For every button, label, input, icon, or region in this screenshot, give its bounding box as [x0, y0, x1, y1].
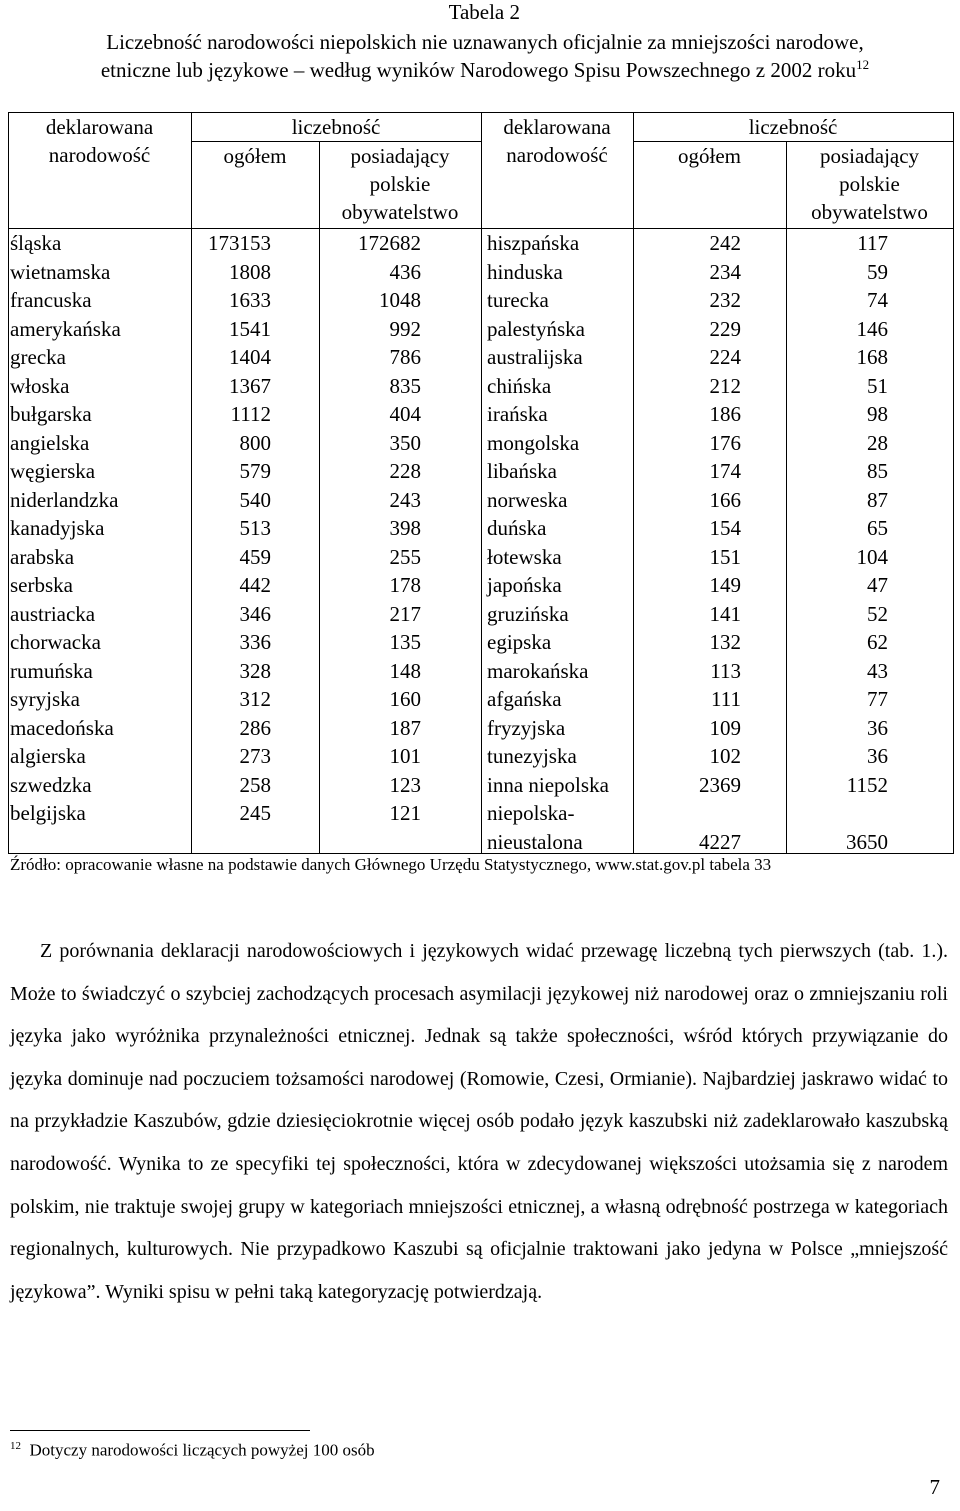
footnote-ref: 12 — [856, 57, 870, 72]
total-count: 442 — [239, 573, 271, 597]
citizens-count: 51 — [867, 373, 888, 398]
nationality-name: turecka — [487, 288, 549, 312]
total-count: 234 — [709, 259, 741, 284]
table-right-border — [953, 112, 954, 854]
nationality-name: marokańska — [487, 658, 589, 683]
total-count: 186 — [709, 402, 741, 426]
nationality-name: chińska — [487, 373, 552, 398]
nationality-name: wietnamska — [10, 259, 111, 284]
nationality-name: afgańska — [487, 687, 562, 711]
total-count: 540 — [239, 487, 271, 512]
nationality-name: austriacka — [10, 601, 96, 626]
citizens-count: 398 — [389, 516, 421, 540]
total-count: 109 — [709, 715, 741, 740]
table-title-line1: Liczebność narodowości niepolskich nie uznawanych oficjalnie za mniejszości narodowe, — [106, 30, 864, 54]
citizens-count: 168 — [856, 345, 888, 369]
total-count: 258 — [239, 772, 271, 797]
nationality-name: niderlandzka — [10, 487, 119, 512]
citizens-count: 123 — [389, 772, 421, 797]
body-paragraph: Z porównania deklaracji narodowościowych i językowych widać przewagę liczebną tych pierwszych (tab. 1.). Może to świadczyć o szybciej zachodzących procesach asymilacji językowej niż narodowej oraz o zmniejszaniu roli języka jako wyróżnika przynależności etnicznej. Jednak są także społeczności, wśród których przywiązanie do języka dominuje nad poczuciem tożsamości narodowej (Romowie, Czesi, Ormianie). Najbardziej jaskrawo widać to na przykładzie Kaszubów, gdzie dziesięciokrotnie więcej osób podało język kaszubski niż zadeklarowało kaszubską narodowość. Wynika to ze specyfiki tej społeczności, która w zdecydowanej większości utożsamia się z narodem polskim, nie traktuje swojej grupy w kategoriach mniejszości etnicznej, a własną odrębność postrzega w kategoriach regionalnych, kulturowych. Nie przypadkowo Kaszubi są oficjalnie traktowani jako jedyna w Polsce „mniejszość językowa”. Wyniki spisu w pełni taką kategoryzację potwierdzają. — [10, 940, 948, 1303]
nationality-name: szwedzka — [10, 772, 92, 797]
total-count: 1367 — [229, 373, 271, 398]
nationality-name: mongolska — [487, 430, 580, 455]
total-count: 312 — [239, 687, 271, 711]
nationality-name: serbska — [10, 573, 73, 597]
nationality-name: włoska — [10, 373, 70, 398]
citizens-count: 255 — [389, 544, 421, 569]
total-count: 1541 — [229, 316, 271, 341]
nationality-name: duńska — [487, 516, 547, 540]
nationality-name: fryzyjska — [487, 715, 566, 740]
citizens-count: 1048 — [379, 288, 421, 312]
nationality-name: belgijska — [10, 801, 86, 825]
nationality-name: węgierska — [10, 459, 96, 483]
total-count: 1808 — [229, 259, 271, 284]
nationality-name: amerykańska — [10, 316, 121, 341]
nationality-name: libańska — [487, 459, 557, 483]
citizens-count: 172682 — [358, 231, 421, 255]
total-count: 166 — [709, 487, 741, 512]
nationality-name: macedońska — [10, 715, 114, 740]
nationality-name: arabska — [10, 544, 75, 569]
total-count: 149 — [709, 573, 741, 597]
citizens-count: 85 — [867, 459, 888, 483]
nationality-name-line2: nieustalona — [487, 829, 583, 854]
citizens-count: 62 — [867, 630, 888, 654]
citizens-count: 135 — [389, 630, 421, 654]
total-count: 336 — [239, 630, 271, 654]
nationality-name: łotewska — [487, 544, 562, 569]
table-source: Źródło: opracowanie własne na podstawie danych Głównego Urzędu Statystycznego, www.stat.gov.pl tabela 33 — [10, 855, 772, 874]
table-number: Tabela 2 — [448, 0, 520, 24]
total-count: 132 — [709, 630, 741, 654]
citizens-count: 243 — [389, 487, 421, 512]
column-divider-3 — [481, 112, 482, 854]
citizens-count: 65 — [867, 516, 888, 540]
nationality-name: tunezyjska — [487, 744, 577, 768]
total-count: 232 — [709, 288, 741, 312]
nationality-name: irańska — [487, 402, 548, 426]
citizens-count: 992 — [389, 316, 421, 341]
nationality-name: hiszpańska — [487, 231, 580, 255]
citizens-count: 52 — [867, 601, 888, 626]
total-count: 286 — [239, 715, 271, 740]
citizens-count: 228 — [389, 459, 421, 483]
citizens-count: 59 — [867, 259, 888, 284]
total-count: 346 — [239, 601, 271, 626]
nationality-name: palestyńska — [487, 316, 585, 341]
total-count: 1633 — [229, 288, 271, 312]
citizens-count: 101 — [389, 744, 421, 768]
citizens-count: 43 — [867, 658, 888, 683]
nationality-name-line1: niepolska- — [487, 801, 575, 825]
header-citizens-right: posiadający polskie obywatelstwo — [811, 144, 928, 224]
nationality-name: angielska — [10, 430, 90, 455]
nationality-name: chorwacka — [10, 630, 101, 654]
total-count: 229 — [709, 316, 741, 341]
total-count: 141 — [709, 601, 741, 626]
footnote-rule — [10, 1430, 310, 1431]
citizens-count: 87 — [867, 487, 888, 512]
header-declared-right: deklarowana narodowość — [503, 115, 611, 167]
total-count: 579 — [239, 459, 271, 483]
nationality-name: śląska — [10, 231, 62, 255]
total-count: 151 — [709, 544, 741, 569]
citizens-count: 104 — [856, 544, 888, 569]
footnote — [10, 1440, 375, 1461]
citizens-count: 117 — [857, 231, 888, 255]
citizens-count: 217 — [389, 601, 421, 626]
citizens-count: 47 — [867, 573, 888, 597]
nationality-name: japońska — [487, 573, 562, 597]
total-count: 113 — [710, 658, 741, 683]
nationality-name: bułgarska — [10, 402, 92, 426]
total-count: 102 — [709, 744, 741, 768]
citizens-count: 77 — [867, 687, 888, 711]
nationality-name: inna niepolska — [487, 772, 609, 797]
total-count: 173153 — [208, 231, 271, 255]
total-count: 800 — [239, 430, 271, 455]
total-count: 2369 — [699, 772, 741, 797]
citizens-count: 98 — [867, 402, 888, 426]
citizens-count: 28 — [867, 430, 888, 455]
nationality-name: gruzińska — [487, 601, 569, 626]
nationality-name: kanadyjska — [10, 516, 105, 540]
total-count: 459 — [239, 544, 271, 569]
citizens-count: 350 — [389, 430, 421, 455]
header-declared-left: deklarowana narodowość — [45, 115, 154, 167]
citizens-count: 146 — [856, 316, 888, 341]
total-count: 1112 — [230, 402, 271, 426]
citizens-count: 148 — [389, 658, 421, 683]
total-count: 176 — [709, 430, 741, 455]
citizens-count: 1152 — [846, 772, 888, 797]
footnote-text: Dotyczy narodowości liczących powyżej 100 osób — [29, 1440, 375, 1460]
total-count: 224 — [709, 345, 741, 369]
citizens-count: 404 — [389, 402, 421, 426]
total-count: 111 — [711, 687, 741, 711]
header-count-left: liczebność — [291, 115, 381, 139]
citizens-count: 178 — [389, 573, 421, 597]
citizens-count: 121 — [389, 801, 421, 825]
citizens-count: 786 — [389, 345, 421, 369]
citizens-count: 436 — [389, 259, 421, 284]
nationality-name: algierska — [10, 744, 86, 768]
nationality-name: norweska — [487, 487, 568, 512]
total-count: 154 — [709, 516, 741, 540]
citizens-count: 835 — [389, 373, 421, 398]
total-count: 212 — [709, 373, 741, 398]
total-count: 245 — [239, 801, 271, 825]
table-title-line2: etniczne lub językowe – według wyników Narodowego Spisu Powszechnego z 2002 roku$^{12}$ — [100, 57, 870, 82]
page-number: 7 — [929, 1475, 940, 1499]
total-count: 328 — [239, 658, 271, 683]
nationality-name: syryjska — [10, 687, 80, 711]
header-total-right: ogółem — [678, 144, 741, 168]
citizens-count: 3650 — [846, 829, 888, 854]
header-count-right: liczebność — [748, 115, 838, 139]
total-count: 242 — [709, 231, 741, 255]
nationality-name: hinduska — [487, 259, 563, 284]
total-count: 273 — [239, 744, 271, 768]
citizens-count: 187 — [389, 715, 421, 740]
total-count: 513 — [239, 516, 271, 540]
nationality-name: egipska — [487, 630, 552, 654]
header-total-left: ogółem — [223, 144, 287, 168]
citizens-count: 36 — [867, 715, 888, 740]
citizens-count: 74 — [867, 288, 888, 312]
citizens-count: 36 — [867, 744, 888, 768]
table-left-border — [8, 112, 9, 854]
footnote-number: 12 — [10, 1440, 21, 1452]
nationality-name: francuska — [10, 288, 92, 312]
nationality-name: rumuńska — [10, 658, 93, 683]
nationality-name: grecka — [10, 345, 66, 369]
total-count: 1404 — [229, 345, 271, 369]
total-count: 4227 — [699, 829, 741, 854]
header-citizens-left: posiadający polskie obywatelstwo — [341, 144, 459, 224]
nationality-name: australijska — [487, 345, 583, 369]
total-count: 174 — [709, 459, 741, 483]
citizens-count: 160 — [389, 687, 421, 711]
